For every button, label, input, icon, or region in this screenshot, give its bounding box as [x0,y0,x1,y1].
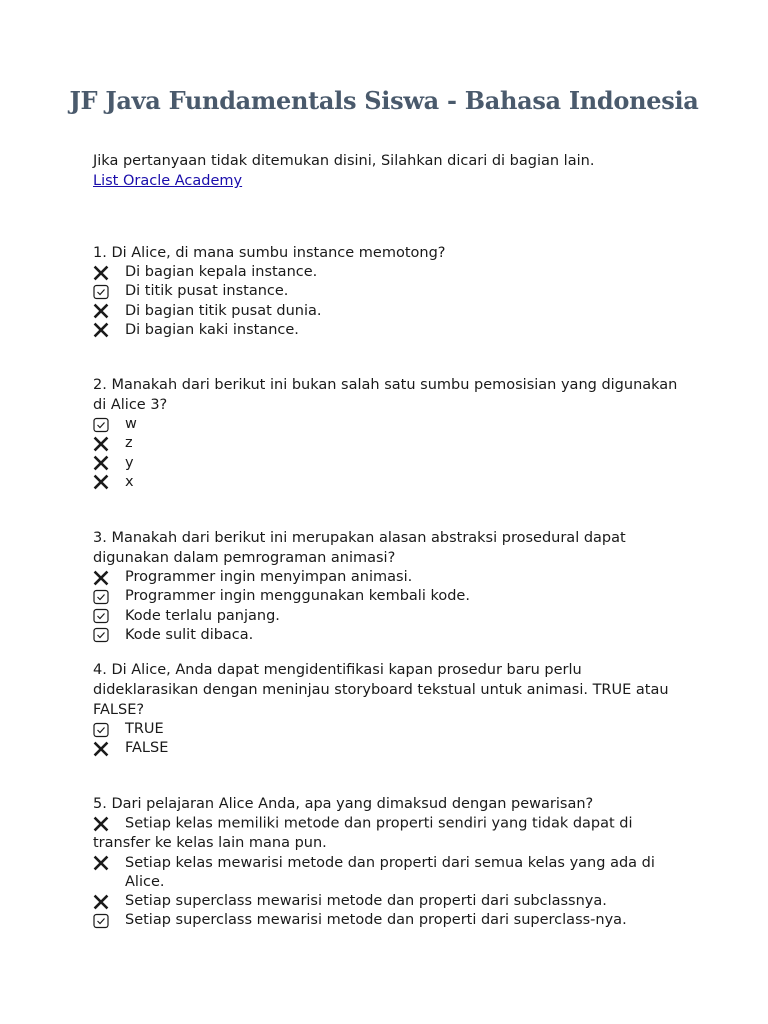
answer-option [93,473,683,492]
question-text: 1. Di Alice, di mana sumbu instance memotong? [93,245,446,261]
answer-option [93,415,683,434]
answer-label: Programmer ingin menggunakan kembali kode. [125,588,470,605]
cross-icon [93,263,125,282]
answer-label: Kode sulit dibaca. [125,626,254,643]
answer-option [93,607,683,626]
cross-icon [93,434,125,453]
answer-option [93,892,683,911]
answer-label: Di bagian kepala instance. [125,264,318,280]
oracle-academy-link[interactable]: List Oracle Academy [93,173,243,189]
intro [93,151,594,191]
answer-option [93,282,683,301]
checkbox-checked-icon [93,415,125,434]
checkbox-checked-icon [93,626,125,645]
intro-text: Jika pertanyaan tidak ditemukan disini, Silahkan dicari di bagian lain. [93,153,595,169]
answer-label: TRUE [125,721,164,737]
answer-label: y [125,454,134,471]
question-2 [93,375,683,492]
cross-icon [93,892,125,911]
answer-label: x [125,473,134,490]
answer-option [93,454,683,473]
question-3 [93,528,683,645]
answer-option [93,911,683,930]
cross-icon [93,302,125,321]
answer-label: Kode terlalu panjang. [125,607,280,624]
cross-icon [93,473,125,492]
cross-icon [93,321,125,340]
answer-option [93,321,683,340]
question-text: 3. Manakah dari berikut ini merupakan alasan abstraksi prosedural dapat digunakan dalam pemrograman animasi? [93,530,626,566]
answer-label: Programmer ingin menyimpan animasi. [125,569,413,585]
question-text: 4. Di Alice, Anda dapat mengidentifikasi kapan prosedur baru perlu dideklarasikan dengan meninjau storyboard tekstual untuk animasi. TRUE atau FALSE? [93,662,669,718]
answer-label: Setiap kelas mewarisi metode dan properti dari semua kelas yang ada di Alice. [125,854,655,890]
cross-icon [93,814,125,833]
answer-option [93,568,683,587]
answer-option [93,626,683,645]
question-text: 2. Manakah dari berikut ini bukan salah satu sumbu pemosisian yang digunakan di Alice 3? [93,377,678,413]
question-5 [93,794,683,931]
checkbox-checked-icon [93,720,125,739]
answer-option [93,587,683,606]
cross-icon [93,739,125,758]
checkbox-checked-icon [93,282,125,301]
answer-label: Setiap kelas memiliki metode dan properti sendiri yang tidak dapat di transfer ke kelas lain mana pun. [93,815,633,851]
checkbox-checked-icon [93,911,125,930]
answer-label: w [125,416,137,432]
answer-option [93,854,683,893]
answer-option [93,302,683,321]
answer-option [93,814,683,854]
question-1 [93,243,683,340]
question-4 [93,660,683,759]
answer-label: Di titik pusat instance. [125,283,289,300]
answer-option [93,739,683,758]
cross-icon [93,568,125,587]
answer-label: z [125,435,133,452]
answer-option [93,434,683,453]
page-title: JF Java Fundamentals Siswa - Bahasa Indonesia [69,86,699,115]
answer-label: Setiap superclass mewarisi metode dan properti dari superclass-nya. [125,912,627,929]
checkbox-checked-icon [93,587,125,606]
answer-option [93,263,683,282]
cross-icon [93,454,125,473]
answer-label: FALSE [125,740,169,757]
answer-label: Di bagian titik pusat dunia. [125,302,322,319]
answer-label: Setiap superclass mewarisi metode dan properti dari subclassnya. [125,893,607,910]
answer-label: Di bagian kaki instance. [125,321,299,338]
checkbox-checked-icon [93,607,125,626]
question-text: 5. Dari pelajaran Alice Anda, apa yang dimaksud dengan pewarisan? [93,796,594,812]
cross-icon [93,854,125,873]
answer-option [93,720,683,739]
